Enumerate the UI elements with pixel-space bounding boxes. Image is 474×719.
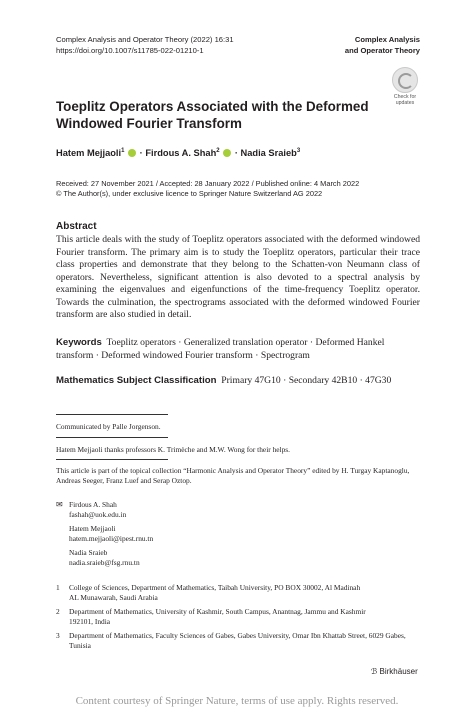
author-name[interactable]: Nadia Sraieb <box>240 148 297 159</box>
msc-text: Primary 47G10 · Secondary 42B10 · 47G30 <box>221 375 392 386</box>
footnote-divider <box>56 414 168 415</box>
contact-name: Firdous A. Shah <box>69 500 117 509</box>
contact-block <box>69 500 153 568</box>
author-name[interactable]: Hatem Mejjaoli <box>56 148 122 159</box>
author-separator: · <box>234 148 238 159</box>
communicated-note: Communicated by Palle Jorgenson. <box>56 422 161 431</box>
journal-citation: Complex Analysis and Operator Theory (2022) 16:31 <box>56 35 234 44</box>
author-affil-ref: 1 <box>121 148 125 154</box>
rights-footer: Content courtesy of Springer Nature, terms of use apply. Rights reserved. <box>75 695 399 707</box>
journal-name-line2: and Operator Theory <box>344 45 420 55</box>
birkhauser-logo-icon: ℬ <box>371 667 378 676</box>
publication-dates <box>56 179 359 199</box>
paper-title: Toeplitz Operators Associated with the Deformed Windowed Fourier Transform <box>56 99 369 131</box>
msc-label: Mathematics Subject Classification <box>56 375 217 386</box>
publisher-name: Birkhäuser <box>379 667 418 676</box>
thanks-note: Hatem Mejjaoli thanks professors K. Trimèche and M.W. Wong for their helps. <box>56 445 291 454</box>
author-affil-ref: 3 <box>296 148 301 154</box>
badge-line1: Check for <box>393 94 417 100</box>
envelope-icon: ✉ <box>56 500 63 509</box>
running-header <box>56 35 234 56</box>
footnote-divider <box>56 459 168 460</box>
check-for-updates-icon <box>392 67 418 93</box>
author-separator: · <box>139 148 143 159</box>
contact-email[interactable]: fashah@uok.edu.in <box>69 509 127 519</box>
abstract-text: This article deals with the study of Toeplitz operators associated with the deformed windowed Fourier transform. The primary aim is to study the Toeplitz operators, particular their trace class properties and demonstrate that they belong to the Schatten-von Neumann class of operators. Nevertheless, significant attention is also devoted to a spectral analysis by examining the eigenvalues and eigenfunctions of the time-frequency Toeplitz operator. Towards the culmination, the spectrograms associated with the deformed windowed Fourier transform are also studied in detail. <box>56 234 420 320</box>
footnote-divider <box>56 437 168 438</box>
affiliation-number: 2 <box>56 607 60 616</box>
keywords <box>56 337 420 362</box>
collection-note: This article is part of the topical collection “Harmonic Analysis and Operator Theory” edited by H. Turgay Kaptanoglu, Andreas Seeger, Franz Luef and Serap Oztop. <box>56 466 410 485</box>
abstract-heading: Abstract <box>56 221 97 232</box>
affiliation-text: College of Sciences, Department of Mathematics, Taibah University, PO BOX 30002, Al Madinah AL Munawarah, Saudi Arabia <box>69 583 361 602</box>
publisher-logo <box>371 667 418 676</box>
contact-email[interactable]: hatem.mejjaoli@ipest.rnu.tn <box>69 533 154 543</box>
badge-line2: updates <box>395 100 415 106</box>
author-list <box>56 148 300 158</box>
dates-line: Received: 27 November 2021 / Accepted: 28 January 2022 / Published online: 4 March 2022 <box>56 179 360 188</box>
orcid-icon[interactable] <box>128 149 136 157</box>
affiliation-number: 1 <box>56 583 60 592</box>
contact-name: Hatem Mejjaoli <box>69 524 116 534</box>
author-affil-ref: 2 <box>216 148 220 154</box>
contact-name: Nadia Sraieb <box>69 548 108 558</box>
contact-email[interactable]: nadia.sraieb@fsg.rnu.tn <box>69 557 140 567</box>
journal-name-line1: Complex Analysis <box>354 35 420 44</box>
doi-link[interactable]: https://doi.org/10.1007/s11785-022-01210-1 <box>56 45 204 55</box>
orcid-icon[interactable] <box>223 149 231 157</box>
affiliation-text: Department of Mathematics, Faculty Sciences of Gabes, Gabes University, Omar Ibn Khattab Street, 6029 Gabes, Tunisia <box>69 631 406 650</box>
copyright-line: © The Author(s), under exclusive licence to Springer Nature Switzerland AG 2022 <box>56 189 323 198</box>
msc-classification <box>56 375 420 388</box>
keywords-text: Toeplitz operators · Generalized translation operator · Deformed Hankel transform · Deformed windowed Fourier transform · Spectrogram <box>56 337 385 361</box>
keywords-label: Keywords <box>56 337 102 348</box>
journal-name <box>345 35 420 56</box>
affiliation-number: 3 <box>56 631 60 640</box>
affiliation-text: Department of Mathematics, University of Kashmir, South Campus, Anantnag, Jammu and Kashmir 192101, India <box>69 607 366 626</box>
check-for-updates-badge[interactable] <box>390 67 420 106</box>
author-name[interactable]: Firdous A. Shah <box>145 148 217 159</box>
